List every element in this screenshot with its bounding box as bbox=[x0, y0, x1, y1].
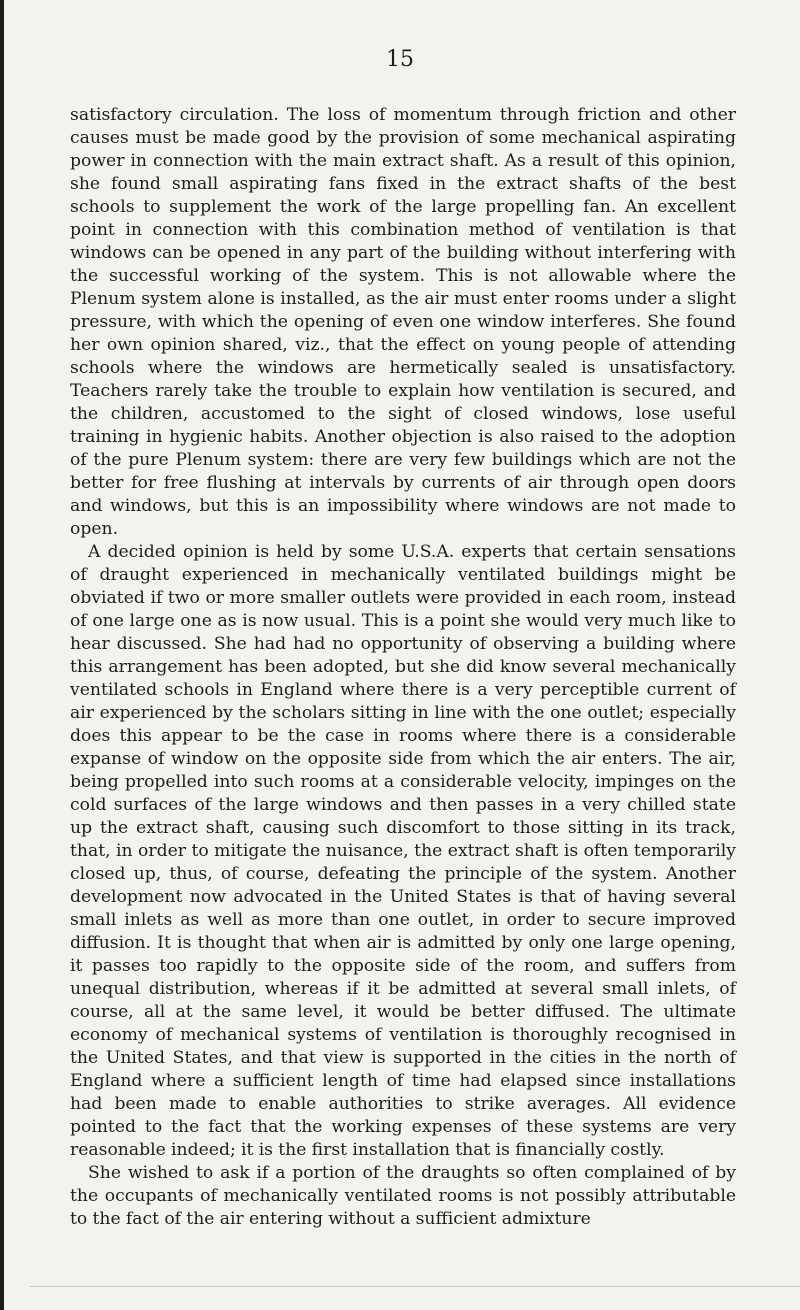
body-text bbox=[70, 104, 736, 1231]
paragraph-2: A decided opinion is held by some U.S.A. experts that certain sensations of draught experienced in mechanically ventilated buildings might be obviated if two or more smaller outlets were provided in each room, instead of one large one as is now usual. This is a point she would very much like to hear discussed. She had had no opportunity of observing a building where this arrangement has been adopted, but she did know several mechanically ventilated schools in England where there is a very perceptible current of air experienced by the scholars sitting in line with the one outlet; especially does this appear to be the case in rooms where there is a considerable expanse of window on the opposite side from which the air enters. The air, being propelled into such rooms at a considerable velocity, impinges on the cold surfaces of the large windows and then passes in a very chilled state up the extract shaft, causing such discomfort to those sitting in its track, that, in order to mitigate the nuisance, the extract shaft is often temporarily closed up, thus, of course, defeating the principle of the system. Another development now advocated in the United States is that of having several small inlets as well as more than one outlet, in order to secure improved diffusion. It is thought that when air is admitted by only one large opening, it passes too rapidly to the opposite side of the room, and suffers from unequal distribution, whereas if it be admitted at several small inlets, of course, all at the same level, it would be better diffused. The ultimate economy of mechanical systems of ventilation is thoroughly recognised in the United States, and that view is supported in the cities in the north of England where a sufficient length of time had elapsed since installations had been made to enable authorities to strike averages. All evidence pointed to the fact that the working expenses of these systems are very reasonable indeed; it is the first installation that is financially costly. bbox=[70, 542, 736, 1160]
paragraph-3: She wished to ask if a portion of the draughts so often complained of by the occupants of mechanically ventilated rooms is not possibly attributable to the fact of the air entering without a sufficient admixture bbox=[70, 1163, 736, 1229]
page-number: 15 bbox=[386, 47, 414, 72]
paragraph-1: satisfactory circulation. The loss of momentum through friction and other causes must be made good by the provision of some mechanical aspirating power in connection with the main extract shaft. As a result of this opinion, she found small aspirating fans fixed in the extract shafts of the best schools to supplement the work of the large propelling fan. An excellent point in connection with this combination method of ventilation is that windows can be opened in any part of the building without interfering with the successful working of the system. This is not allowable where the Plenum system alone is installed, as the air must enter rooms under a slight pressure, with which the opening of even one window interferes. She found her own opinion shared, viz., that the effect on young people of attending schools where the windows are hermetically sealed is unsatisfactory. Teachers rarely take the trouble to explain how ventilation is secured, and the children, accustomed to the sight of closed windows, lose useful training in hygienic habits. Another objection is also raised to the adoption of the pure Plenum system: there are very few buildings which are not the better for free flushing at intervals by currents of air through open doors and windows, but this is an impossibility where windows are not made to open. bbox=[70, 105, 736, 539]
scan-left-edge bbox=[0, 0, 4, 1310]
scan-bottom-edge bbox=[30, 1286, 800, 1287]
